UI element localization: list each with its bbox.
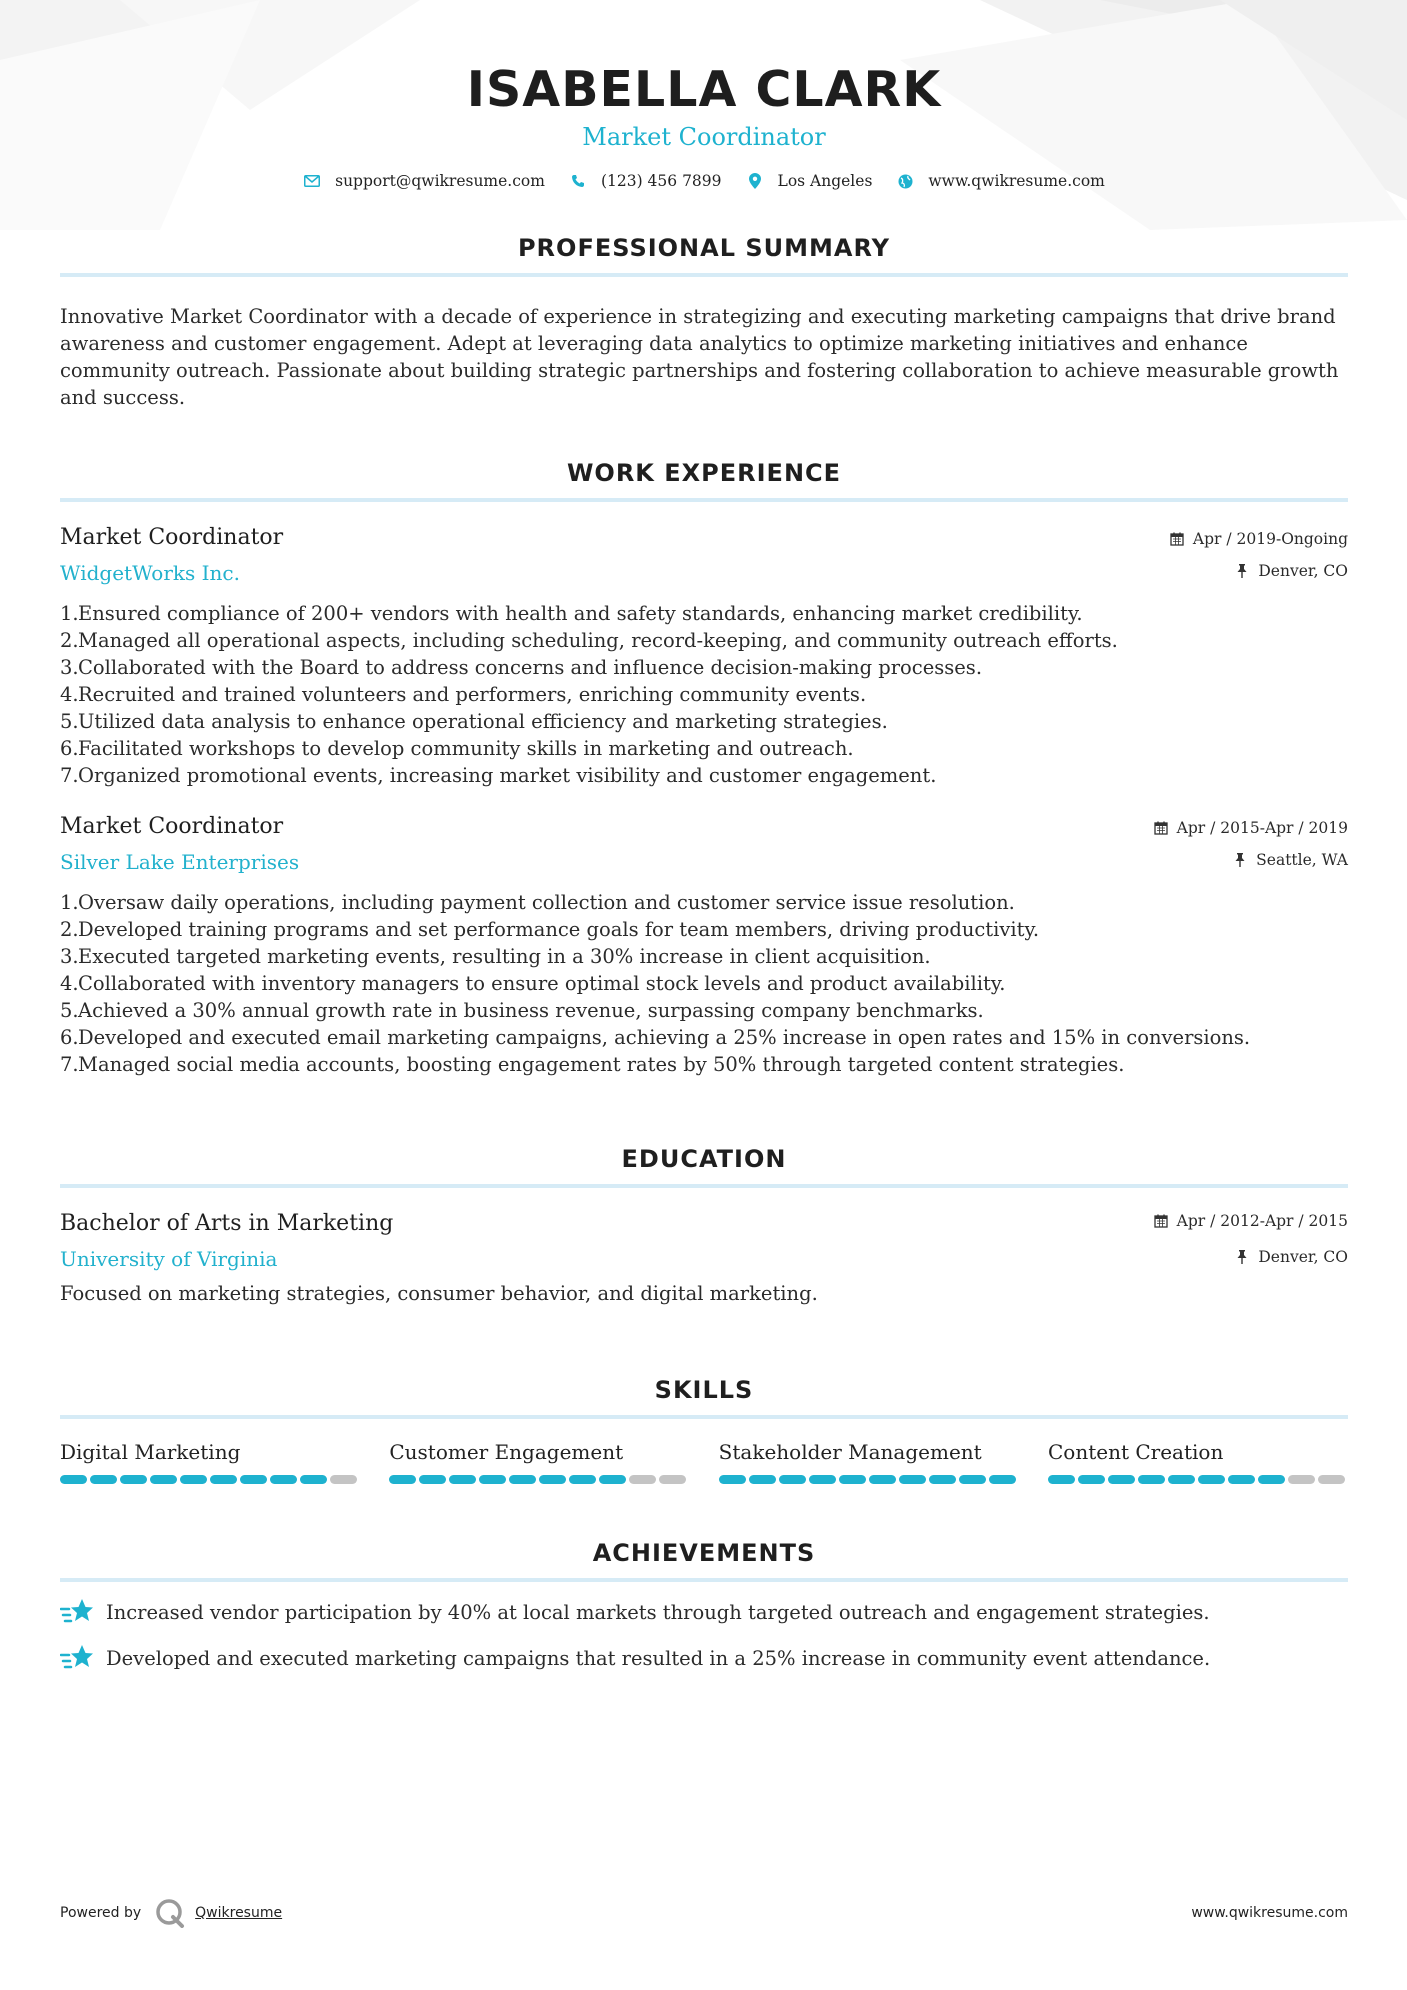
skill-item: [389, 1439, 689, 1484]
skill-segment-filled: [1078, 1475, 1105, 1484]
list-item: 5. Utilized data analysis to enhance operational efficiency and marketing strategies.: [60, 710, 888, 733]
degree-name: Bachelor of Arts in Marketing: [60, 1211, 394, 1236]
summary-heading: PROFESSIONAL SUMMARY: [517, 234, 891, 262]
achievement-item: [60, 1642, 1348, 1674]
contact-email[interactable]: [303, 172, 545, 190]
map-pin-icon: [746, 172, 764, 190]
skills-row: [60, 1439, 1348, 1484]
envelope-icon: [303, 172, 321, 190]
skill-segment-filled: [270, 1475, 297, 1484]
skill-segment-filled: [210, 1475, 237, 1484]
candidate-title: Market Coordinator: [582, 123, 826, 151]
achievements-heading: ACHIEVEMENTS: [592, 1539, 816, 1567]
skill-segment-filled: [150, 1475, 177, 1484]
skill-segment-filled: [839, 1475, 866, 1484]
skill-name: Content Creation: [1047, 1440, 1224, 1464]
skill-level-bar: [719, 1475, 1019, 1484]
contact-phone[interactable]: [569, 172, 722, 190]
skill-segment-filled: [1258, 1475, 1285, 1484]
list-item: 7. Organized promotional events, increasing market visibility and customer engagement.: [60, 764, 937, 787]
list-item: 2. Managed all operational aspects, including scheduling, record-keeping, and community outreach efforts.: [60, 629, 1118, 652]
skill-segment-filled: [449, 1475, 476, 1484]
job-company: WidgetWorks Inc.: [60, 561, 240, 585]
skill-segment-filled: [779, 1475, 806, 1484]
job-role: Market Coordinator: [60, 525, 284, 550]
skill-segment-filled: [899, 1475, 926, 1484]
job-bullets: [60, 889, 1348, 1078]
achievement-text: Developed and executed marketing campaigns that resulted in a 25% increase in community event attendance.: [106, 1646, 1211, 1670]
skill-segment-filled: [1108, 1475, 1135, 1484]
job-entry: [60, 813, 1348, 1078]
list-item: 3. Collaborated with the Board to address concerns and influence decision-making processes.: [60, 656, 983, 679]
skill-segment-filled: [1168, 1475, 1195, 1484]
skill-segment-filled: [1048, 1475, 1075, 1484]
education-meta: [1153, 1210, 1348, 1268]
resume-page: [60, 0, 1348, 1674]
skill-segment-filled: [479, 1475, 506, 1484]
skill-level-bar: [389, 1475, 689, 1484]
job-meta: [1153, 813, 1348, 871]
list-item: 3. Executed targeted marketing events, resulting in a 30% increase in client acquisition.: [60, 945, 931, 968]
website-text: www.qwikresume.com: [928, 172, 1105, 190]
footer: [60, 1898, 1348, 1928]
skill-segment-empty: [1318, 1475, 1345, 1484]
skill-name: Digital Marketing: [60, 1440, 241, 1464]
skill-segment-filled: [929, 1475, 956, 1484]
achievement-item: [60, 1596, 1348, 1628]
list-item: 6. Developed and executed email marketing campaigns, achieving a 25% increase in open rates and 15% in conversions.: [60, 1026, 1251, 1049]
calendar-icon: [1169, 531, 1185, 547]
list-item: 1. Ensured compliance of 200+ vendors with health and safety standards, enhancing market credibility.: [60, 602, 1083, 625]
list-item: 6. Facilitated workshops to develop community skills in marketing and outreach.: [60, 737, 854, 760]
phone-text: (123) 456 7899: [600, 172, 722, 190]
calendar-icon: [1153, 820, 1169, 836]
calendar-icon: [1153, 1213, 1169, 1229]
skills-section: [60, 1375, 1348, 1484]
pushpin-icon: [1232, 852, 1248, 868]
skill-segment-filled: [60, 1475, 87, 1484]
skill-name: Customer Engagement: [389, 1440, 624, 1464]
skill-segment-filled: [240, 1475, 267, 1484]
summary-section: [60, 233, 1348, 411]
pushpin-icon: [1234, 1249, 1250, 1265]
star-icon: [60, 1642, 94, 1674]
list-item: 4. Collaborated with inventory managers to ensure optimal stock levels and product availability.: [60, 972, 1006, 995]
job-entry: [60, 524, 1348, 789]
skill-segment-filled: [809, 1475, 836, 1484]
experience-section: [60, 458, 1348, 1078]
skills-heading: SKILLS: [654, 1376, 754, 1404]
list-item: 7. Managed social media accounts, boosting engagement rates by 50% through targeted content strategies.: [60, 1053, 1125, 1076]
education-dates: Apr / 2012-Apr / 2015: [1176, 1212, 1348, 1230]
job-role: Market Coordinator: [60, 814, 284, 839]
education-section: [60, 1144, 1348, 1307]
skill-segment-empty: [330, 1475, 357, 1484]
skill-segment-filled: [1198, 1475, 1225, 1484]
skill-segment-empty: [659, 1475, 686, 1484]
skill-item: [719, 1439, 1019, 1484]
job-dates: Apr / 2015-Apr / 2019: [1176, 819, 1348, 837]
contact-bar: [60, 172, 1348, 190]
skill-segment-filled: [120, 1475, 147, 1484]
school-name: University of Virginia: [60, 1247, 278, 1271]
skill-segment-filled: [1138, 1475, 1165, 1484]
list-item: 2. Developed training programs and set performance goals for team members, driving productivity.: [60, 918, 1040, 941]
skill-segment-filled: [300, 1475, 327, 1484]
brand-link[interactable]: Qwikresume: [195, 1905, 283, 1921]
section-divider: [60, 1578, 1348, 1582]
skill-segment-filled: [180, 1475, 207, 1484]
skill-segment-filled: [569, 1475, 596, 1484]
experience-heading: WORK EXPERIENCE: [566, 459, 842, 487]
skill-segment-filled: [599, 1475, 626, 1484]
skill-segment-empty: [1288, 1475, 1315, 1484]
phone-icon: [569, 172, 587, 190]
skill-item: [60, 1439, 360, 1484]
section-divider: [60, 273, 1348, 277]
skill-segment-filled: [90, 1475, 117, 1484]
list-item: 1. Oversaw daily operations, including payment collection and customer service issue resolution.: [60, 891, 1015, 914]
pushpin-icon: [1234, 563, 1250, 579]
star-icon: [60, 1596, 94, 1628]
skill-segment-filled: [419, 1475, 446, 1484]
skill-name: Stakeholder Management: [718, 1440, 982, 1464]
education-entry: [60, 1210, 1348, 1307]
skill-segment-filled: [1228, 1475, 1255, 1484]
skill-segment-filled: [719, 1475, 746, 1484]
skill-segment-filled: [959, 1475, 986, 1484]
education-description: Focused on marketing strategies, consumer behavior, and digital marketing.: [60, 1282, 818, 1305]
skill-level-bar: [60, 1475, 360, 1484]
qwikresume-logo-icon: [155, 1898, 185, 1928]
job-company: Silver Lake Enterprises: [60, 850, 300, 874]
skill-segment-filled: [749, 1475, 776, 1484]
skill-segment-filled: [509, 1475, 536, 1484]
contact-location: [746, 172, 873, 190]
skill-level-bar: [1048, 1475, 1348, 1484]
powered-by-label: Powered by: [60, 1905, 142, 1921]
section-divider: [60, 1415, 1348, 1419]
skill-segment-empty: [629, 1475, 656, 1484]
education-heading: EDUCATION: [621, 1145, 787, 1173]
skill-segment-filled: [869, 1475, 896, 1484]
location-text: Los Angeles: [777, 172, 873, 190]
skill-segment-filled: [989, 1475, 1016, 1484]
achievements-section: [60, 1538, 1348, 1674]
achievement-text: Increased vendor participation by 40% at local markets through targeted outreach and engagement strategies.: [106, 1600, 1210, 1624]
skill-segment-filled: [389, 1475, 416, 1484]
section-divider: [60, 1184, 1348, 1188]
job-location: Seattle, WA: [1256, 851, 1348, 869]
education-location: Denver, CO: [1258, 1248, 1348, 1266]
summary-text: Innovative Market Coordinator with a decade of experience in strategizing and executing marketing campaigns that drive brand awareness and customer engagement. Adept at leveraging data analytics to optimize marketing initiatives and enhance community outreach. Passionate about building strategic partnerships and fostering collaboration to achieve measurable growth and success.: [60, 305, 1339, 409]
job-dates: Apr / 2019-Ongoing: [1192, 530, 1348, 548]
job-location: Denver, CO: [1258, 562, 1348, 580]
email-text: support@qwikresume.com: [335, 172, 545, 190]
list-item: 5. Achieved a 30% annual growth rate in business revenue, surpassing company benchmarks.: [60, 999, 984, 1022]
candidate-name: ISABELLA CLARK: [466, 61, 942, 118]
job-meta: [1169, 524, 1348, 582]
footer-website[interactable]: www.qwikresume.com: [1191, 1905, 1348, 1921]
globe-icon: [896, 172, 914, 190]
skill-segment-filled: [539, 1475, 566, 1484]
list-item: 4. Recruited and trained volunteers and performers, enriching community events.: [60, 683, 867, 706]
job-bullets: [60, 600, 1348, 789]
section-divider: [60, 498, 1348, 502]
resume-header: [60, 0, 1348, 190]
skill-item: [1048, 1439, 1348, 1484]
contact-website[interactable]: [896, 172, 1104, 190]
